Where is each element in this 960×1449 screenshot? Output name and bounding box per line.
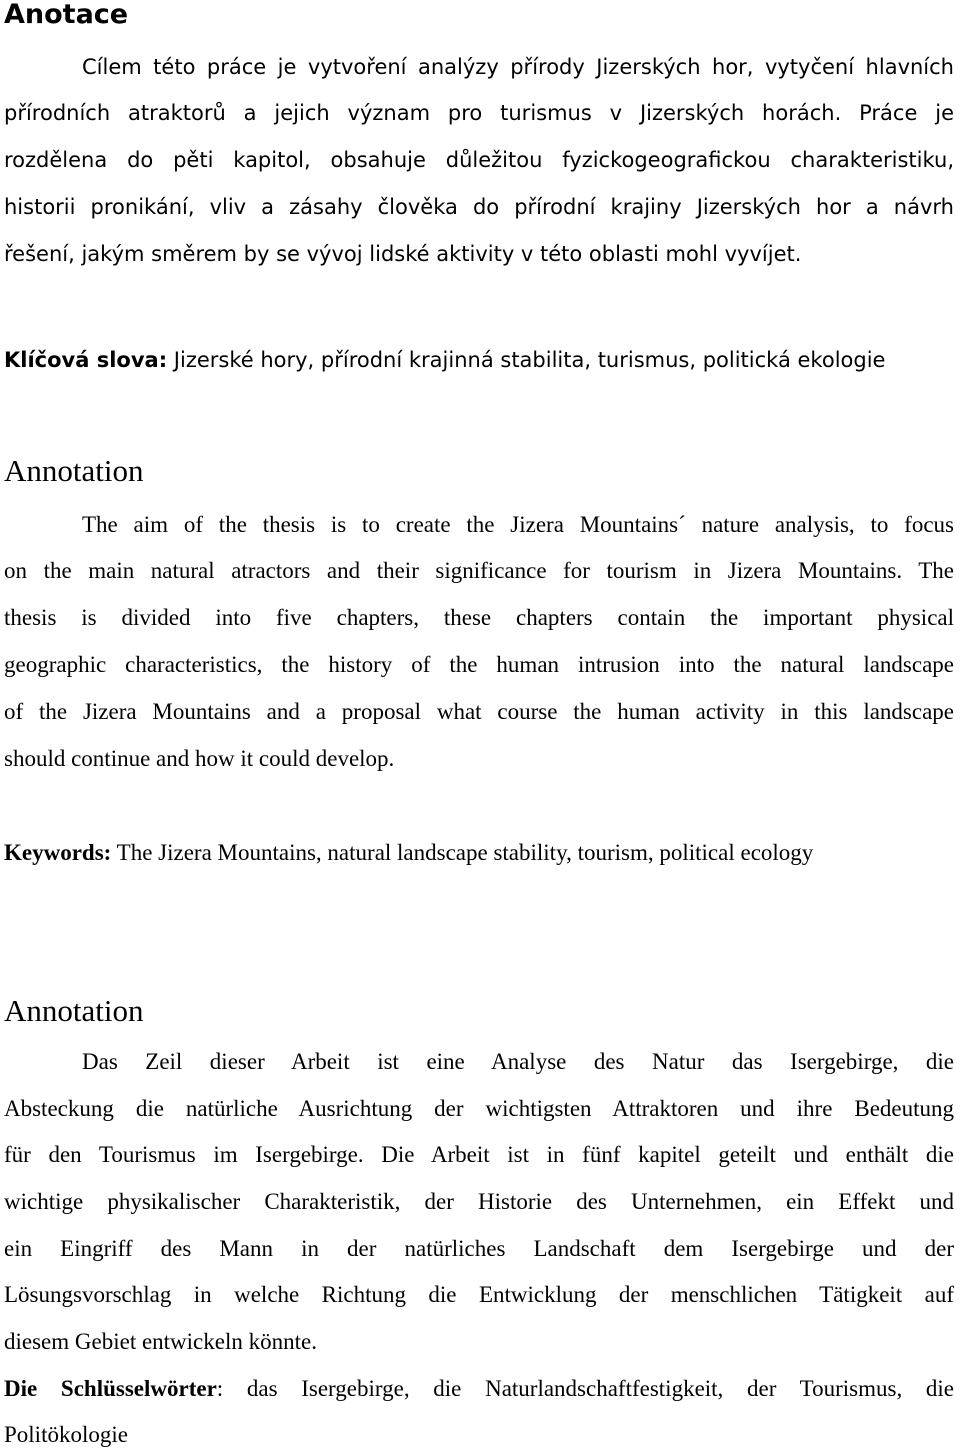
german-heading: Annotation [4, 993, 144, 1028]
czech-paragraph-line: Cílem této práce je vytvoření analýzy přírody Jizerských hor, vytyčení hlavních [82, 55, 954, 79]
german-paragraph-line: diesem Gebiet entwickeln könnte. [4, 1329, 317, 1354]
english-keywords [4, 839, 954, 867]
english-paragraph-line: of the Jizera Mountains and a proposal what course the human activity in this landscape [4, 699, 954, 724]
english-keywords-text: The Jizera Mountains, natural landscape stability, tourism, political ecology [111, 840, 814, 865]
english-paragraph-line: The aim of the thesis is to create the Jizera Mountains´ nature analysis, to focus [82, 512, 954, 537]
english-keywords-label: Keywords: [4, 840, 112, 865]
czech-paragraph-line: rozdělena do pěti kapitol, obsahuje důležitou fyzickogeografickou charakteristiku, [4, 148, 954, 172]
czech-keywords-label: Klíčová slova: [4, 348, 168, 372]
english-paragraph-line: thesis is divided into five chapters, these chapters contain the important physical [4, 605, 954, 630]
english-heading: Annotation [4, 453, 144, 488]
german-paragraph-line: wichtige physikalischer Charakteristik, der Historie des Unternehmen, ein Effekt und [4, 1189, 954, 1214]
czech-paragraph-line: přírodních atraktorů a jejich význam pro turismus v Jizerských horách. Práce je [4, 101, 954, 125]
czech-heading: Anotace [4, 0, 129, 30]
german-keywords-text: : das Isergebirge, die Naturlandschaftfestigkeit, der Tourismus, die [216, 1376, 954, 1401]
czech-paragraph-line: historii pronikání, vliv a zásahy člověka do přírodní krajiny Jizerských hor a návrh [4, 195, 954, 219]
german-paragraph-line: Lösungsvorschlag in welche Richtung die Entwicklung der menschlichen Tätigkeit auf [4, 1282, 954, 1307]
english-paragraph-line: should continue and how it could develop. [4, 746, 395, 771]
german-keywords [4, 1375, 954, 1403]
german-paragraph-line: ein Eingriff des Mann in der natürliches Landschaft dem Isergebirge und der [4, 1236, 954, 1261]
german-paragraph-line: Absteckung die natürliche Ausrichtung der wichtigsten Attraktoren und ihre Bedeutung [4, 1096, 954, 1121]
german-keywords-label: Die Schlüsselwörter [4, 1376, 217, 1401]
czech-keywords-text: Jizerské hory, přírodní krajinná stabilita, turismus, politická ekologie [167, 348, 886, 372]
czech-paragraph-line: řešení, jakým směrem by se vývoj lidské aktivity v této oblasti mohl vyvíjet. [4, 242, 802, 266]
english-paragraph-line: geographic characteristics, the history of the human intrusion into the natural landscape [4, 652, 954, 677]
english-paragraph-line: on the main natural atractors and their significance for tourism in Jizera Mountains. The [4, 558, 954, 583]
german-paragraph-line: für den Tourismus im Isergebirge. Die Arbeit ist in fünf kapitel geteilt und enthält die [4, 1142, 954, 1167]
czech-keywords [4, 346, 954, 374]
german-keywords-continuation: Politökologie [4, 1422, 128, 1447]
german-paragraph-line: Das Zeil dieser Arbeit ist eine Analyse des Natur das Isergebirge, die [82, 1049, 954, 1074]
